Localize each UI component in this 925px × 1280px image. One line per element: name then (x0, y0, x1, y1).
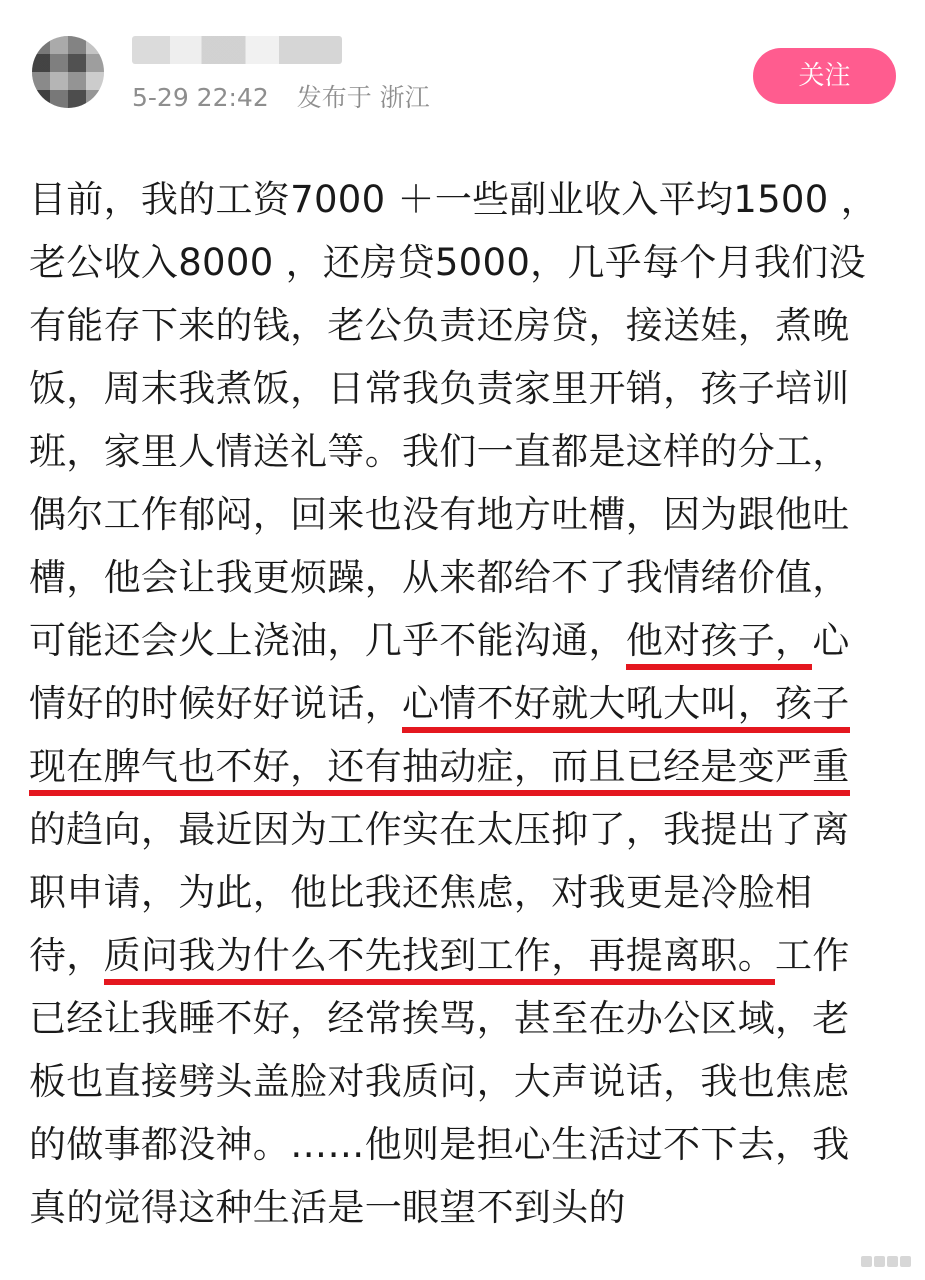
post-text: 班，家里人情送礼等。我们一直都是这样的分工， (29, 430, 850, 473)
underlined-text: 他对孩子， (626, 619, 813, 670)
username-blurred[interactable] (132, 36, 342, 64)
post-text: 待， (29, 934, 104, 977)
post-line (29, 1180, 909, 1243)
post-line (29, 298, 909, 361)
post-text: 偶尔工作郁闷，回来也没有地方吐槽，因为跟他吐 (29, 493, 850, 536)
post-text: 槽，他会让我更烦躁，从来都给不了我情绪价值， (29, 556, 850, 599)
post-text: 职申请，为此，他比我还焦虑，对我更是冷脸相 (29, 871, 813, 914)
underlined-text: 现在脾气也不好，还有抽动症，而且已经是变严重 (29, 745, 850, 796)
post-line (29, 865, 909, 928)
location-prefix: 发布于 (296, 83, 372, 112)
post-text: 饭，周末我煮饭，日常我负责家里开销，孩子培训 (29, 367, 850, 410)
post-text: 的趋向，最近因为工作实在太压抑了，我提出了离 (29, 808, 850, 851)
post-text: 老公收入8000 ，还房贷5000，几乎每个月我们没 (29, 241, 866, 284)
post-line (29, 802, 909, 865)
post-line (29, 1117, 909, 1180)
post-text: 已经让我睡不好，经常挨骂，甚至在办公区域，老 (29, 997, 850, 1040)
post-text: 有能存下来的钱，老公负责还房贷，接送娃，煮晚 (29, 304, 850, 347)
post-text: 工作 (775, 934, 850, 977)
post-text: 板也直接劈头盖脸对我质问，大声说话，我也焦虑 (29, 1060, 850, 1103)
post-date: 5-29 22:42 (132, 83, 269, 112)
post-line (29, 424, 909, 487)
post-body (29, 172, 909, 1243)
post-line (29, 487, 909, 550)
post-line (29, 613, 909, 676)
location: 浙江 (379, 83, 430, 112)
post-text: 心 (812, 619, 850, 662)
post-line (29, 928, 909, 991)
more-indicator-icon (861, 1252, 917, 1270)
post-line (29, 739, 909, 802)
follow-button[interactable]: 关注 (753, 48, 896, 104)
post-line (29, 361, 909, 424)
post-text: 的做事都没神。……他则是担心生活过不下去，我 (29, 1123, 850, 1166)
post-text: 目前，我的工资7000 ＋一些副业收入平均1500 ， (29, 178, 878, 221)
post-line (29, 235, 909, 298)
post-text: 情好的时候好好说话， (29, 682, 402, 725)
post-text: 可能还会火上浇油，几乎不能沟通， (29, 619, 626, 662)
underlined-text: 质问我为什么不先找到工作，再提离职。 (104, 934, 775, 985)
post-line (29, 991, 909, 1054)
post-text: 真的觉得这种生活是一眼望不到头的 (29, 1186, 626, 1229)
post-line (29, 1054, 909, 1117)
post-line (29, 550, 909, 613)
post-meta (132, 78, 430, 114)
underlined-text: 心情不好就大吼大叫，孩子 (402, 682, 850, 733)
post-line (29, 172, 909, 235)
avatar[interactable] (32, 36, 104, 108)
post-header (0, 0, 925, 140)
post-line (29, 676, 909, 739)
